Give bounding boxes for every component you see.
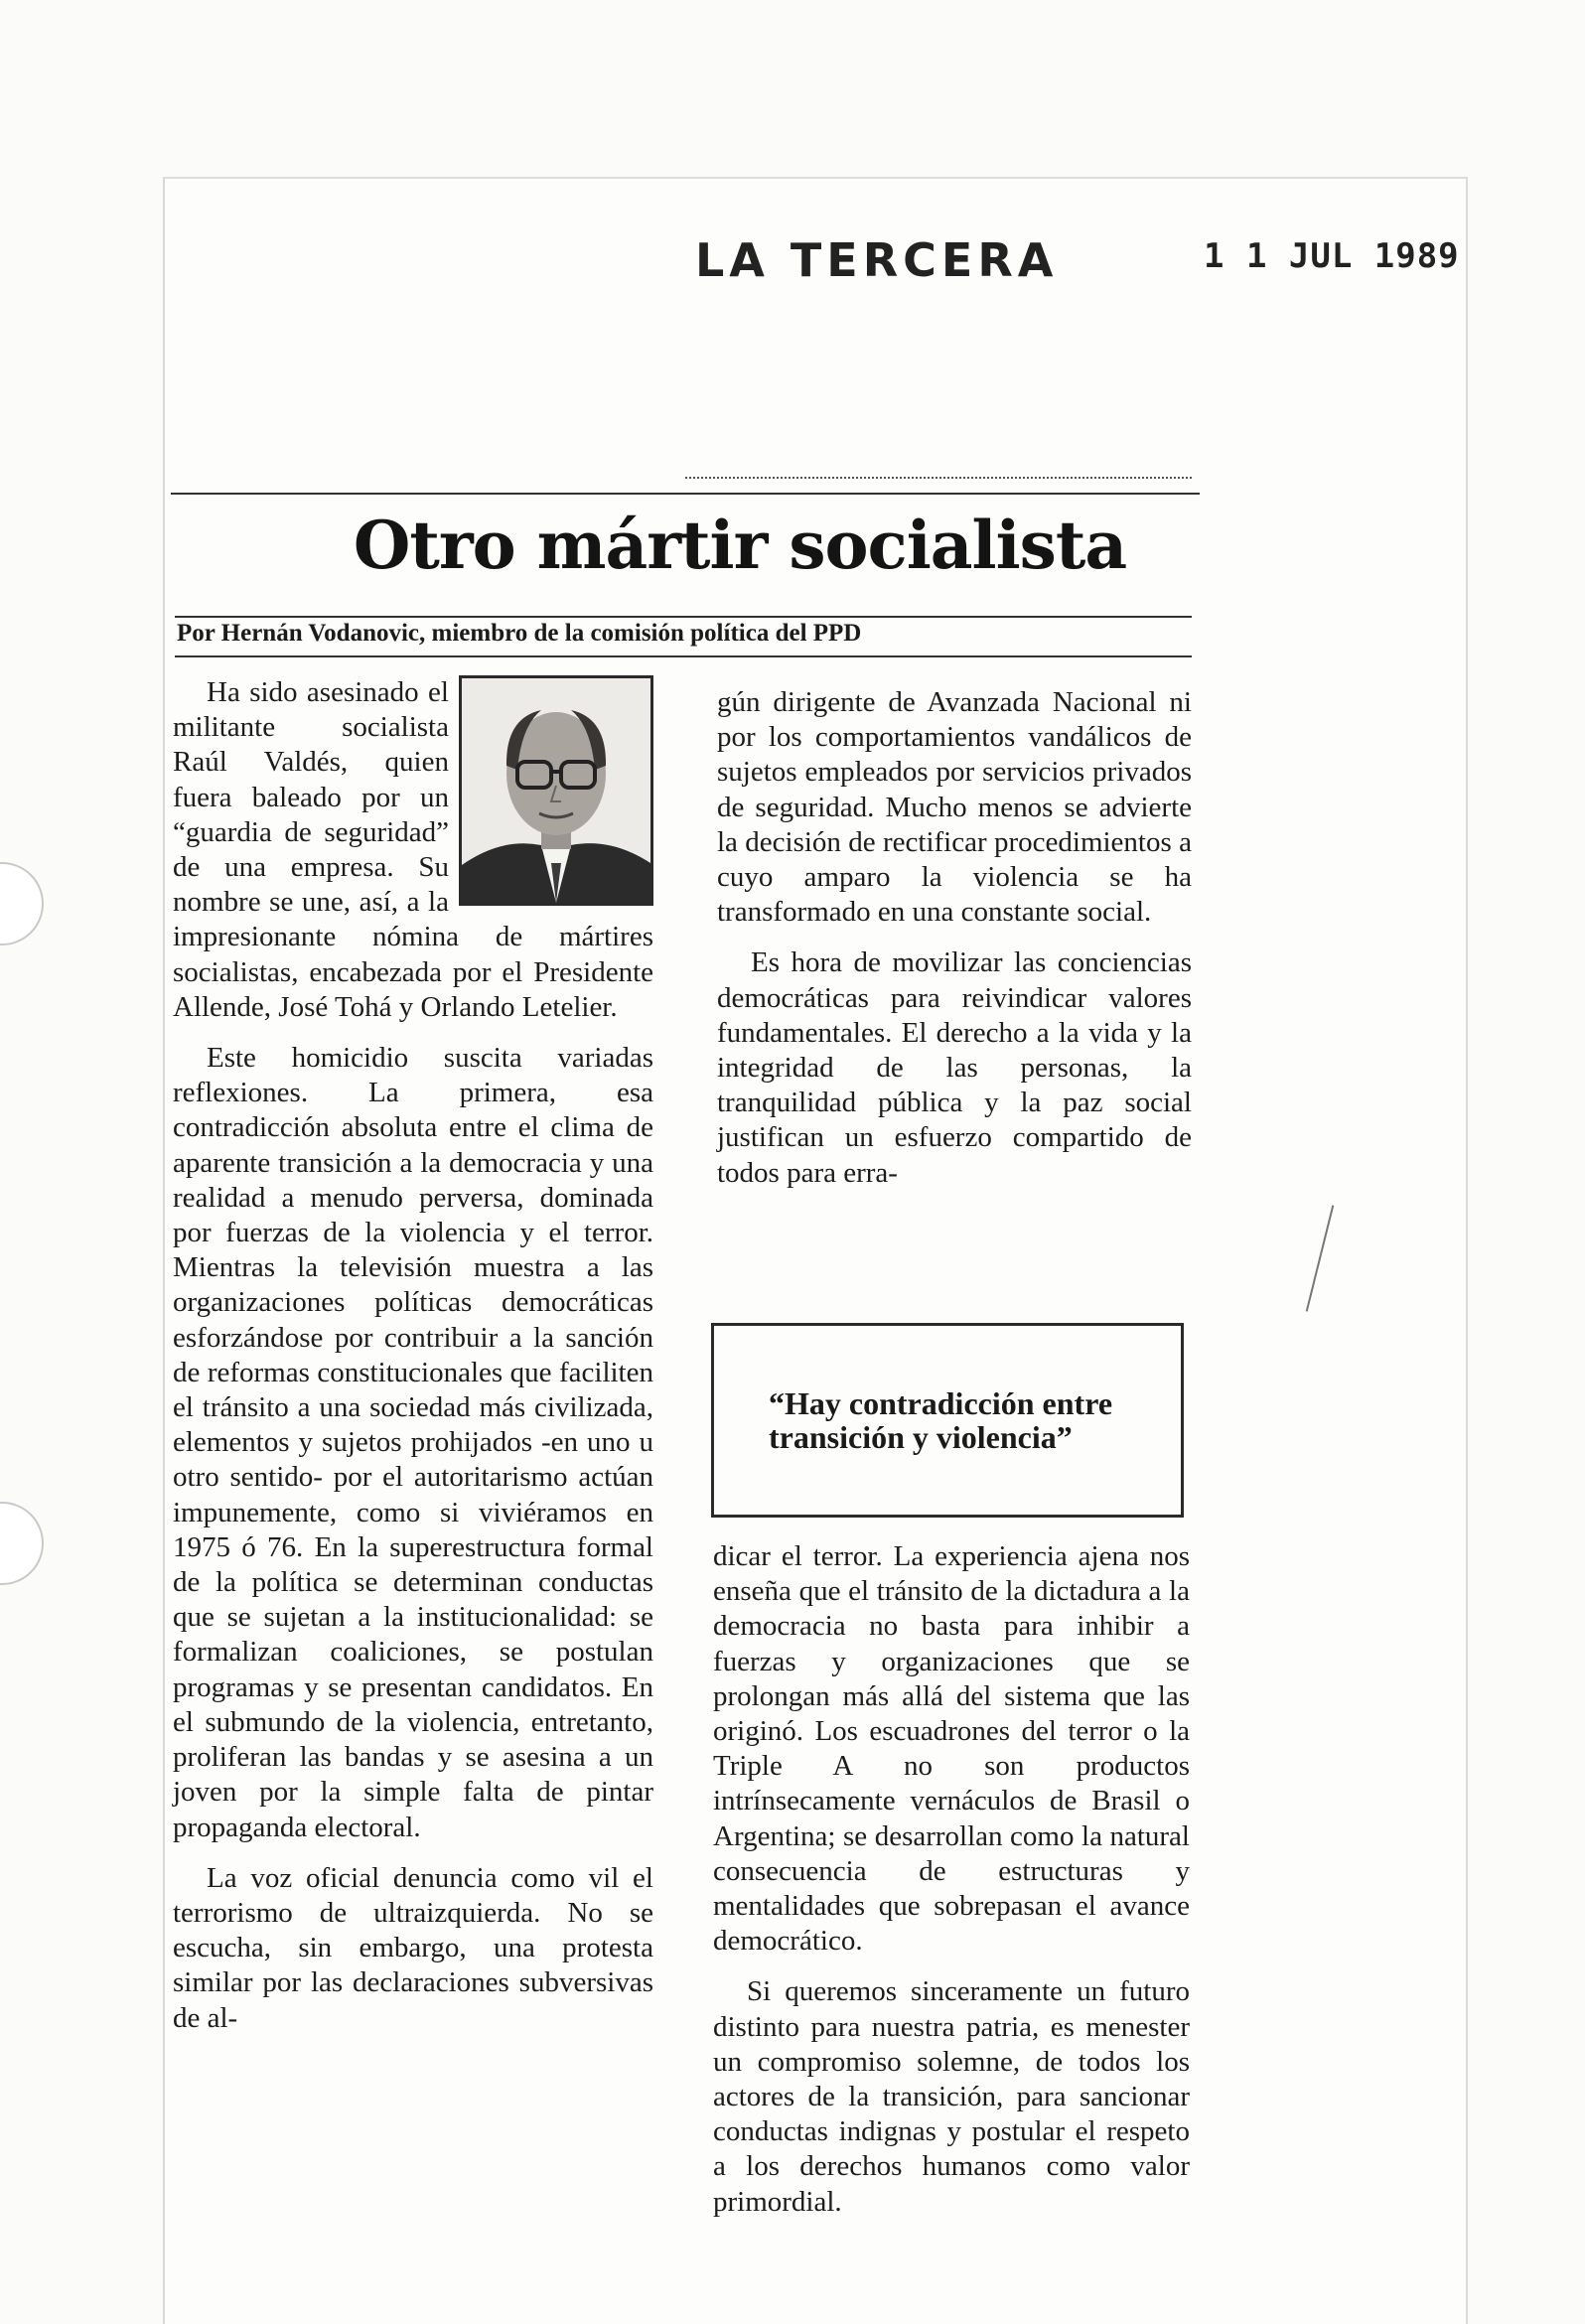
- right-paragraph-3: dicar el terror. La experiencia ajena nos enseña que el tránsito de la dictadura a la democracia no basta para inhibir a fuerzas y organizaciones que se prolongan más allá del sistema que las originó. Los escuadrones del terror o la Triple A no son productos intrínsecamente vernáculos de Brasil o Argentina; se desarrollan como la natural consecuencia de estructuras y mentalidades que sobrepasan el avance democrático.: [713, 1540, 1190, 1958]
- article-headline: Otro mártir socialista: [353, 507, 1127, 584]
- date-stamp: 1 1 JUL 1989: [1204, 236, 1460, 276]
- author-portrait-icon: [459, 675, 653, 906]
- newspaper-masthead: LA TERCERA: [695, 233, 1059, 287]
- left-paragraph-2: Este homicidio suscita variadas reflexiones. La primera, esa contradicción absoluta entre el clima de aparente transición a la democracia y una realidad a menudo perversa, dominada por fuerzas de la violencia y el terror. Mientras la televisión muestra a las organizaciones políticas democráticas esforzándose por contribuir a la sanción de reformas constitucionales que faciliten el tránsito a una sociedad más civilizada, elementos y sujetos prohijados -en uno u otro sentido- por el autoritarismo actúan impunemente, como si viviéramos en 1975 ó 76. En la superestructura formal de la política se determinan conductas que se sujetan a la institucionalidad: se formalizan coaliciones, se postulan programas y se presentan candidatos. En el submundo de la violencia, entretanto, proliferan las bandas y se asesina a un joven por la simple falta de pintar propaganda electoral.: [173, 1042, 653, 1843]
- right-column-bottom: [713, 1539, 1190, 2236]
- pull-quote-box: [711, 1323, 1184, 1518]
- byline-rule-top: [175, 616, 1192, 618]
- left-paragraph-3: La voz oficial denuncia como vil el terrorismo de ultraizquierda. No se escucha, sin embargo, una protesta similar por las declaraciones subversivas de al-: [173, 1861, 653, 2034]
- pull-quote-text: “Hay contradicción entre transición y violencia”: [769, 1385, 1113, 1455]
- binder-hole-top: [0, 862, 44, 945]
- right-paragraph-2: Es hora de movilizar las conciencias democráticas para reivindicar valores fundamentales. El derecho a la vida y la integridad de las personas, la tranquilidad pública y la paz social justifican un esfuerzo compartido de todos para erra-: [717, 946, 1192, 1189]
- left-column: [173, 675, 653, 2052]
- header-smudge: [685, 477, 1192, 485]
- right-column-top: [717, 685, 1192, 1207]
- article-byline: Por Hernán Vodanovic, miembro de la comisión política del PPD: [177, 620, 862, 647]
- left-paragraph-1: Ha sido asesinado el militante socialista Raúl Valdés, quien fuera baleado por un “guardia de seguridad” de una empresa. Su nombre se une, así, a la impresionante nómina de mártires socialistas, encabezada por el Presidente Allende, José Tohá y Orlando Letelier.: [173, 676, 653, 1023]
- top-rule: [171, 493, 1200, 495]
- right-paragraph-4: Si queremos sinceramente un futuro distinto para nuestra patria, es menester un compromiso solemne, de todos los actores de la transición, para sancionar conductas indignas y postular el respeto a los derechos humanos como valor primordial.: [713, 1975, 1190, 2218]
- right-paragraph-1: gún dirigente de Avanzada Nacional ni por los comportamientos vandálicos de sujetos empleados por servicios privados de seguridad. Mucho menos se advierte la decisión de rectificar procedimientos a cuyo amparo la violencia se ha transformado en una constante social.: [717, 686, 1192, 929]
- binder-hole-bottom: [0, 1502, 44, 1585]
- byline-rule-bottom: [175, 655, 1192, 657]
